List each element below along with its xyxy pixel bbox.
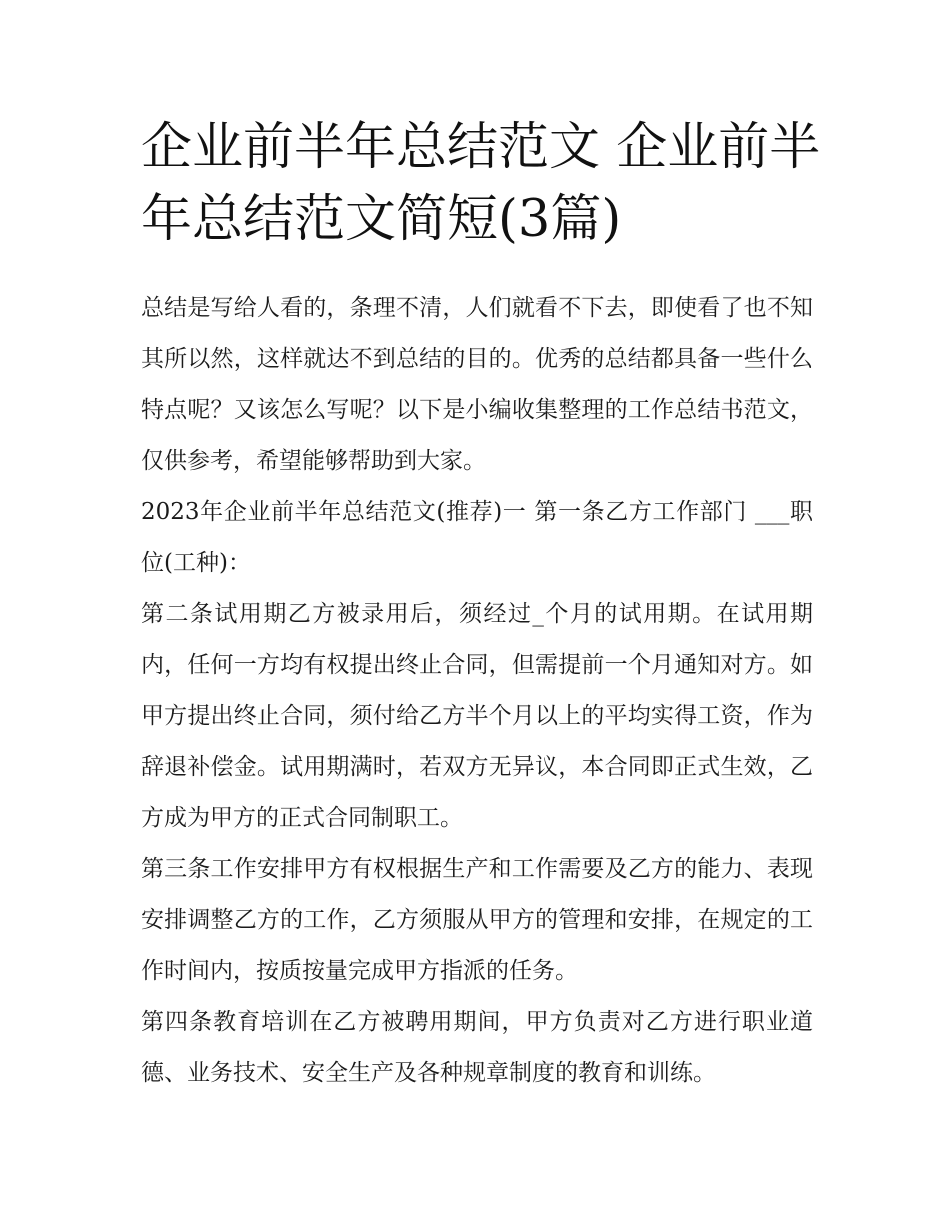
article-three-paragraph: 第三条工作安排甲方有权根据生产和工作需要及乙方的能力、表现安排调整乙方的工作，乙方须服从甲方的管理和安排，在规定的工作时间内，按质按量完成甲方指派的任务。: [141, 856, 813, 984]
document-body: [141, 283, 813, 1099]
article-four-paragraph: 第四条教育培训在乙方被聘用期间，甲方负责对乙方进行职业道德、业务技术、安全生产及各种规章制度的教育和训练。: [141, 1009, 813, 1086]
intro-paragraph: 总结是写给人看的，条理不清，人们就看不下去，即使看了也不知其所以然，这样就达不到总结的目的。优秀的总结都具备一些什么特点呢？又该怎么写呢？以下是小编收集整理的工作总结书范文，仅供参考，希望能够帮助到大家。: [141, 295, 813, 474]
article-two-paragraph: 第二条试用期乙方被录用后，须经过_个月的试用期。在试用期内，任何一方均有权提出终止合同，但需提前一个月通知对方。如甲方提出终止合同，须付给乙方半个月以上的平均实得工资，作为辞退补偿金。试用期满时，若双方无异议，本合同即正式生效，乙方成为甲方的正式合同制职工。: [141, 601, 813, 831]
section-heading-paragraph: 2023年企业前半年总结范文(推荐)一 第一条乙方工作部门 ___职位(工种)：: [141, 499, 813, 576]
document-title: 企业前半年总结范文 企业前半年总结范文简短(3篇): [141, 118, 821, 249]
